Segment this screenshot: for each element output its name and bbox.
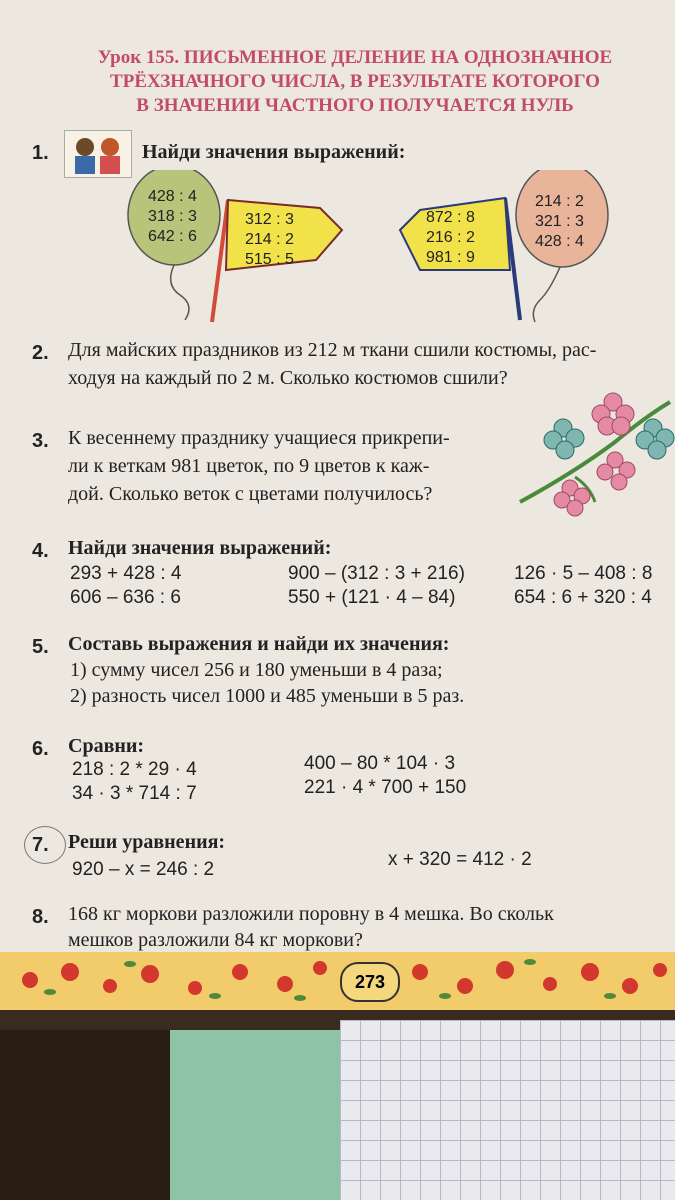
flower-branch-icon (515, 392, 675, 522)
left-balloon-expr-2: 642 : 6 (148, 228, 197, 245)
balloons-flags-illustration (0, 170, 675, 330)
title-line-1: Урок 155. ПИСЬМЕННОЕ ДЕЛЕНИЕ НА ОДНОЗНАЧНОЕ (97, 47, 613, 68)
graph-paper-notebook (340, 1020, 675, 1200)
lesson-title (40, 46, 670, 118)
task5-text: Составь выражения и найди их значения: (68, 633, 450, 655)
task4-col2-expr-1: 550 + (121 · 4 – 84) (288, 587, 456, 608)
task3-line-1: К весеннему празднику учащиеся прикрепи- (68, 427, 450, 449)
task7-equation-1: 920 – x = 246 : 2 (72, 859, 215, 880)
page-number: 273 (340, 962, 400, 1002)
task4-col3-expr-1: 654 : 6 + 320 : 4 (514, 587, 652, 608)
task6-col2-expr-1: 221 · 4 * 700 + 150 (304, 777, 467, 798)
right-flag-expr-0: 872 : 8 (426, 209, 475, 226)
task6-col2-expr-0: 400 – 80 * 104 · 3 (304, 753, 456, 774)
right-flag-expr-1: 216 : 2 (426, 229, 475, 246)
right-balloon-expr-2: 428 : 4 (535, 233, 584, 250)
left-flag-expr-2: 515 : 5 (245, 251, 294, 268)
left-flag-expr-0: 312 : 3 (245, 211, 294, 228)
page-footer (0, 952, 675, 1010)
left-balloon-expr-0: 428 : 4 (148, 188, 197, 205)
task1-text: Найди значения выражений: (142, 141, 406, 163)
task6-number: 6. (32, 738, 49, 760)
green-book (170, 1030, 345, 1200)
right-flag-expr-2: 981 : 9 (426, 249, 475, 266)
task4-number: 4. (32, 540, 49, 562)
task5-item-1: 1) сумму чисел 256 и 180 уменьши в 4 раза; (70, 659, 443, 681)
task8-line-1: 168 кг моркови разложили поровну в 4 мешка. Во скольк (68, 903, 554, 925)
task2-line-2: ходуя на каждый по 2 м. Сколько костюмов сшили? (68, 367, 508, 389)
task8-number: 8. (32, 906, 49, 928)
left-flag-expr-1: 214 : 2 (245, 231, 294, 248)
task4-col3-expr-0: 126 · 5 – 408 : 8 (514, 563, 653, 584)
task4-col1-expr-1: 606 – 636 : 6 (70, 587, 181, 608)
task6-col1-expr-1: 34 · 3 * 714 : 7 (72, 783, 197, 804)
task7-number: 7. (32, 834, 49, 856)
task4-text: Найди значения выражений: (68, 537, 332, 559)
task5-number: 5. (32, 636, 49, 658)
task2-number: 2. (32, 342, 49, 364)
task3-number: 3. (32, 430, 49, 452)
title-line-3: В ЗНАЧЕНИИ ЧАСТНОГО ПОЛУЧАЕТСЯ НУЛЬ (136, 95, 574, 116)
task7-text: Реши уравнения: (68, 831, 226, 853)
task4-col1-expr-0: 293 + 428 : 4 (70, 563, 182, 584)
task1-number: 1. (32, 142, 49, 164)
task5-item-2: 2) разность чисел 1000 и 485 уменьши в 5 раз. (70, 685, 465, 707)
task2-line-1: Для майских праздников из 212 м ткани сшили костюмы, рас- (68, 339, 597, 361)
dark-object (0, 1030, 175, 1200)
task3-line-2: ли к веткам 981 цветок, по 9 цветов к каж- (68, 455, 430, 477)
fruit-border-icon (0, 952, 675, 1010)
task7-equation-2: x + 320 = 412 · 2 (388, 849, 532, 870)
right-balloon-expr-1: 321 : 3 (535, 213, 584, 230)
task3-line-3: дой. Сколько веток с цветами получилось? (68, 483, 433, 505)
right-balloon-expr-0: 214 : 2 (535, 193, 584, 210)
task8-line-2: мешков разложили 84 кг моркови? (68, 929, 363, 951)
left-balloon-expr-1: 318 : 3 (148, 208, 197, 225)
title-line-2: ТРЁХЗНАЧНОГО ЧИСЛА, В РЕЗУЛЬТАТЕ КОТОРОГО (110, 71, 600, 92)
task6-text: Сравни: (68, 735, 145, 757)
task6-col1-expr-0: 218 : 2 * 29 · 4 (72, 759, 197, 780)
task4-col2-expr-0: 900 – (312 : 3 + 216) (288, 563, 465, 584)
